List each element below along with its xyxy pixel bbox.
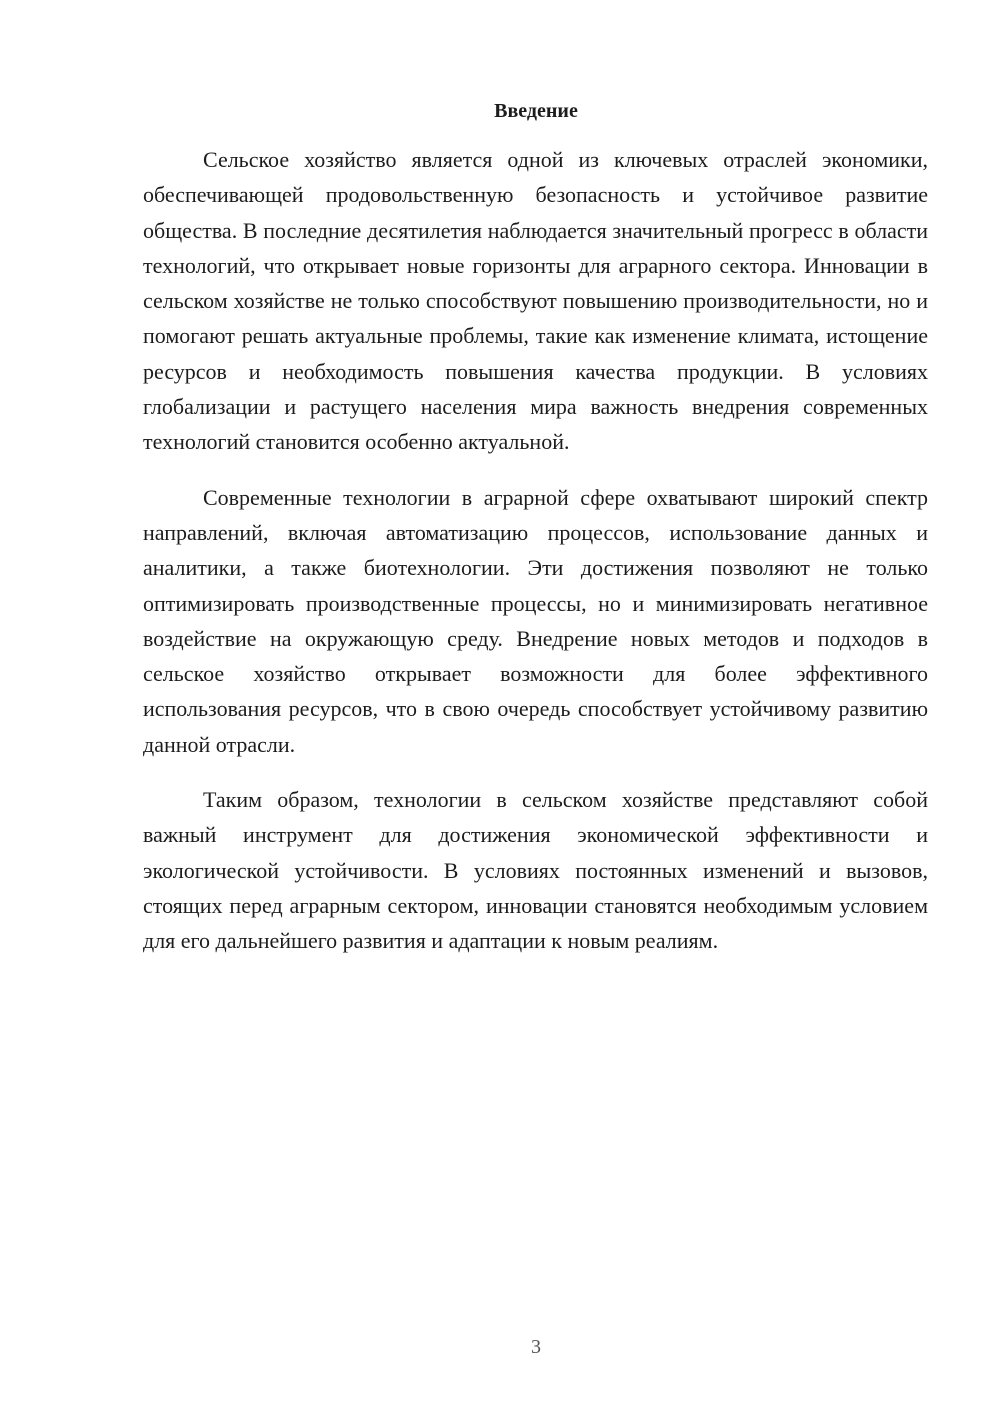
document-body [143, 142, 928, 979]
paragraph-conclusion: Таким образом, технологии в сельском хозяйстве представляют собой важный инструмент для достижения экономической эффективности и экологической устойчивости. В условиях постоянных изменений и вызовов, стоящих перед аграрным сектором, инновации становятся необходимым условием для его дальнейшего развития и адаптации к новым реалиям. [143, 787, 928, 954]
page-title: Введение [494, 100, 578, 122]
paragraph-intro: Сельское хозяйство является одной из ключевых отраслей экономики, обеспечивающей продовольственную безопасность и устойчивое развитие общества. В последние десятилетия наблюдается значительный прогресс в области технологий, что открывает новые горизонты для аграрного сектора. Инновации в сельском хозяйстве не только способствуют повышению производительности, но и помогают решать актуальные проблемы, такие как изменение климата, истощение ресурсов и необходимость повышения качества продукции. В условиях глобализации и растущего населения мира важность внедрения современных технологий становится особенно актуальной. [143, 147, 928, 455]
page-number: 3 [531, 1336, 541, 1358]
paragraph-technologies: Современные технологии в аграрной сфере охватывают широкий спектр направлений, включая автоматизацию процессов, использование данных и аналитики, а также биотехнологии. Эти достижения позволяют не только оптимизировать производственные процессы, но и минимизировать негативное воздействие на окружающую среду. Внедрение новых методов и подходов в сельское хозяйство открывает возможности для более эффективного использования ресурсов, что в свою очередь способствует устойчивому развитию данной отрасли. [143, 484, 928, 757]
